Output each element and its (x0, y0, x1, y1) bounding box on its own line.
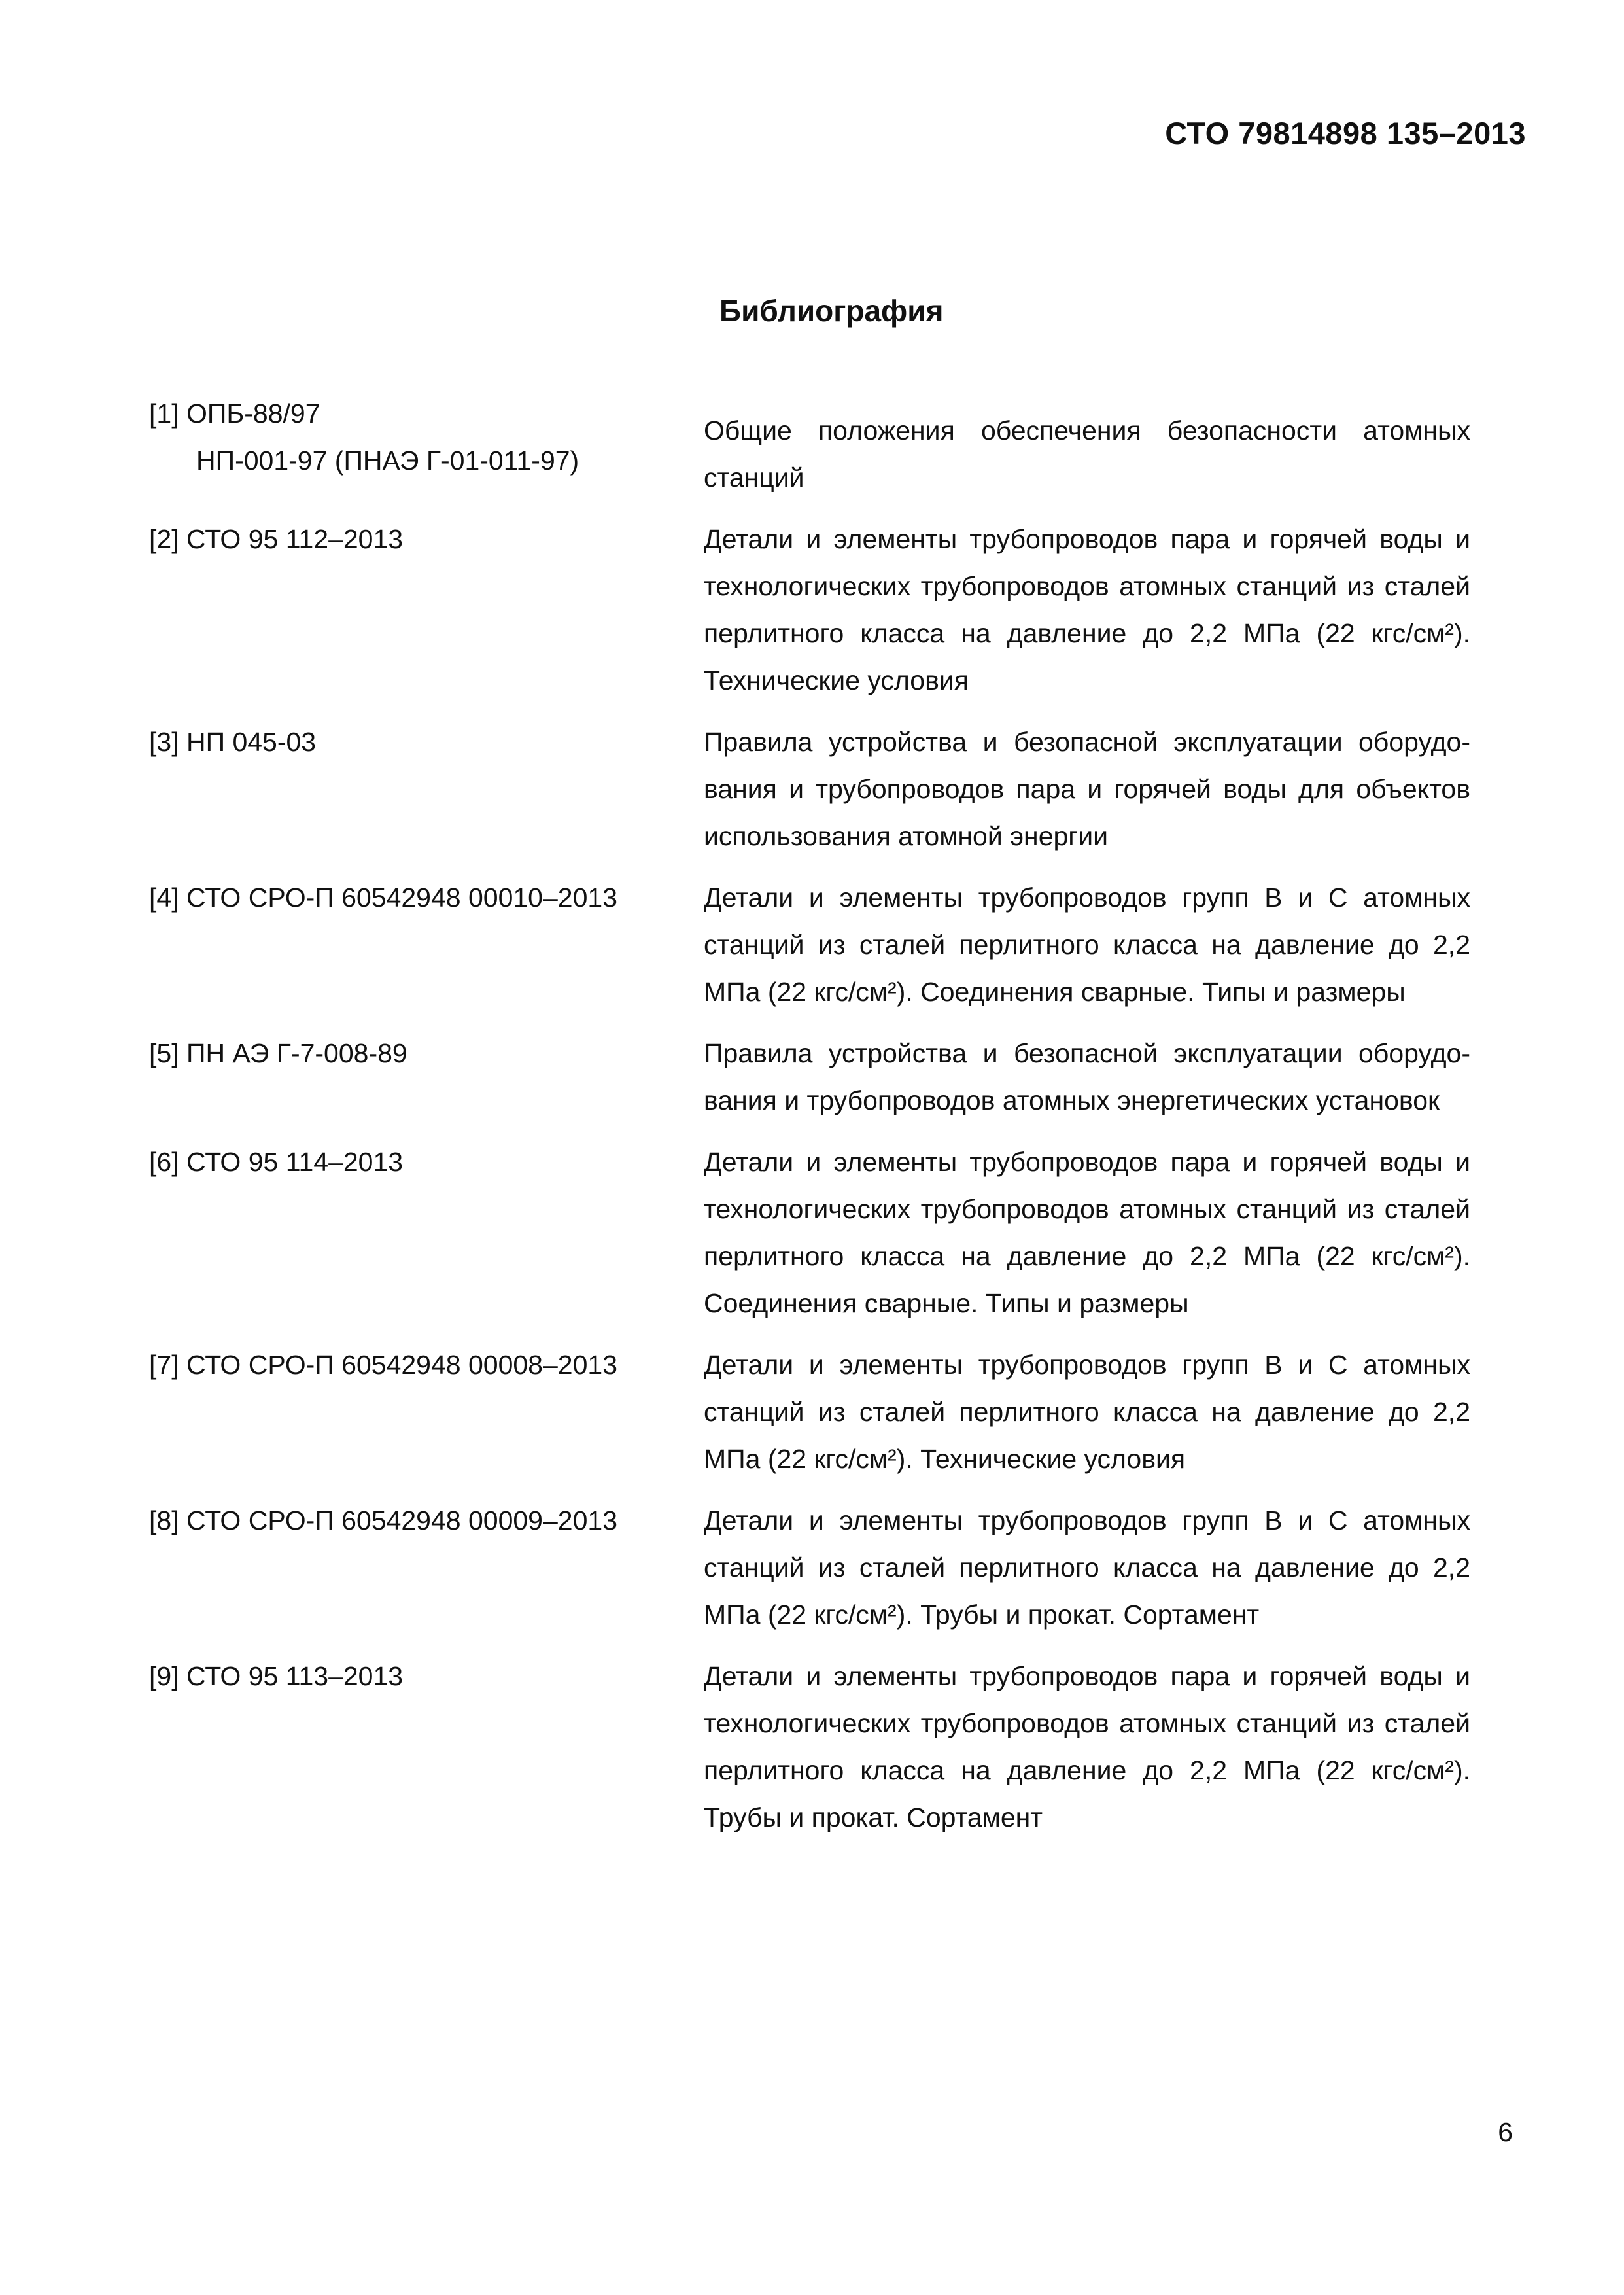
entry-reference: [9] СТО 95 113–2013 (149, 1661, 404, 1691)
entry-reference: [6] СТО 95 114–2013 (149, 1147, 404, 1177)
bibliography-entry (149, 1653, 1470, 1841)
entry-reference (149, 390, 704, 484)
bibliography-entry (149, 1030, 1470, 1124)
entry-title: Правила устройства и безопасной эксплуатации оборудования и трубопроводов пара и горячей воды для объектов использования атомной энергии (704, 727, 1470, 851)
entry-title: Детали и элементы трубопроводов пара и горячей воды и технологических трубопроводов атомных станций из сталей перлитного класса на давление до 2,2 МПа (22 кгс/см²). Трубы и прокат. Сортамент (704, 1661, 1470, 1832)
entry-reference: [2] СТО 95 112–2013 (149, 524, 404, 554)
entry-title: Правила устройства и безопасной эксплуатации оборудования и трубопроводов атомных энергетических установок (704, 1038, 1470, 1115)
entry-reference: [3] НП 045-03 (149, 727, 317, 757)
entry-reference: [5] ПН АЭ Г-7-008-89 (149, 1038, 407, 1068)
bibliography-entry (149, 718, 1470, 860)
entry-title: Детали и элементы трубопроводов групп В и С атомных станций из сталей перлитного класса на давление до 2,2 МПа (22 кгс/см²). Трубы и прокат. Сортамент (704, 1505, 1470, 1630)
bibliography-entry (149, 874, 1470, 1015)
bibliography-entry (149, 1138, 1470, 1327)
entry-reference: [8] СТО СРО-П 60542948 00009–2013 (149, 1505, 617, 1535)
entry-title: Детали и элементы трубопроводов пара и горячей воды и технологических трубопроводов атомных станций из сталей перлитного класса на давление до 2,2 МПа (22 кгс/см²). Соединения сварные. Типы и размеры (704, 1147, 1470, 1318)
bibliography-entry (149, 1497, 1470, 1638)
entry-title: Детали и элементы трубопроводов групп В и С атомных станций из сталей перлитного класса на давление до 2,2 МПа (22 кгс/см²). Технические условия (704, 1350, 1470, 1474)
entry-title: Детали и элементы трубопроводов групп В и С атомных станций из сталей перлитного класса на давление до 2,2 МПа (22 кгс/см²). Соединения сварные. Типы и размеры (704, 883, 1470, 1007)
bibliography-entry (149, 1341, 1470, 1482)
bibliography-entry (149, 516, 1470, 704)
entry-title: Детали и элементы трубопроводов пара и горячей воды и технологических трубопроводов атомных станций из сталей перлитного класса на давление до 2,2 МПа (22 кгс/см²). Технические условия (704, 524, 1470, 695)
document-code: СТО 79814898 135–2013 (1165, 116, 1526, 150)
reference-line: [1] ОПБ-88/97 (149, 398, 320, 429)
reference-line-2: НП-001-97 (ПНАЭ Г-01-011-97) (196, 446, 579, 476)
bibliography-list (149, 390, 1470, 1855)
entry-reference: [4] СТО СРО-П 60542948 00010–2013 (149, 883, 617, 913)
entry-reference: [7] СТО СРО-П 60542948 00008–2013 (149, 1350, 617, 1380)
entry-title: Общие положения обеспечения безопасности атомных станций (704, 415, 1470, 493)
section-title: Библиография (719, 294, 944, 328)
page-number: 6 (1498, 2117, 1513, 2147)
bibliography-entry (149, 390, 1470, 501)
